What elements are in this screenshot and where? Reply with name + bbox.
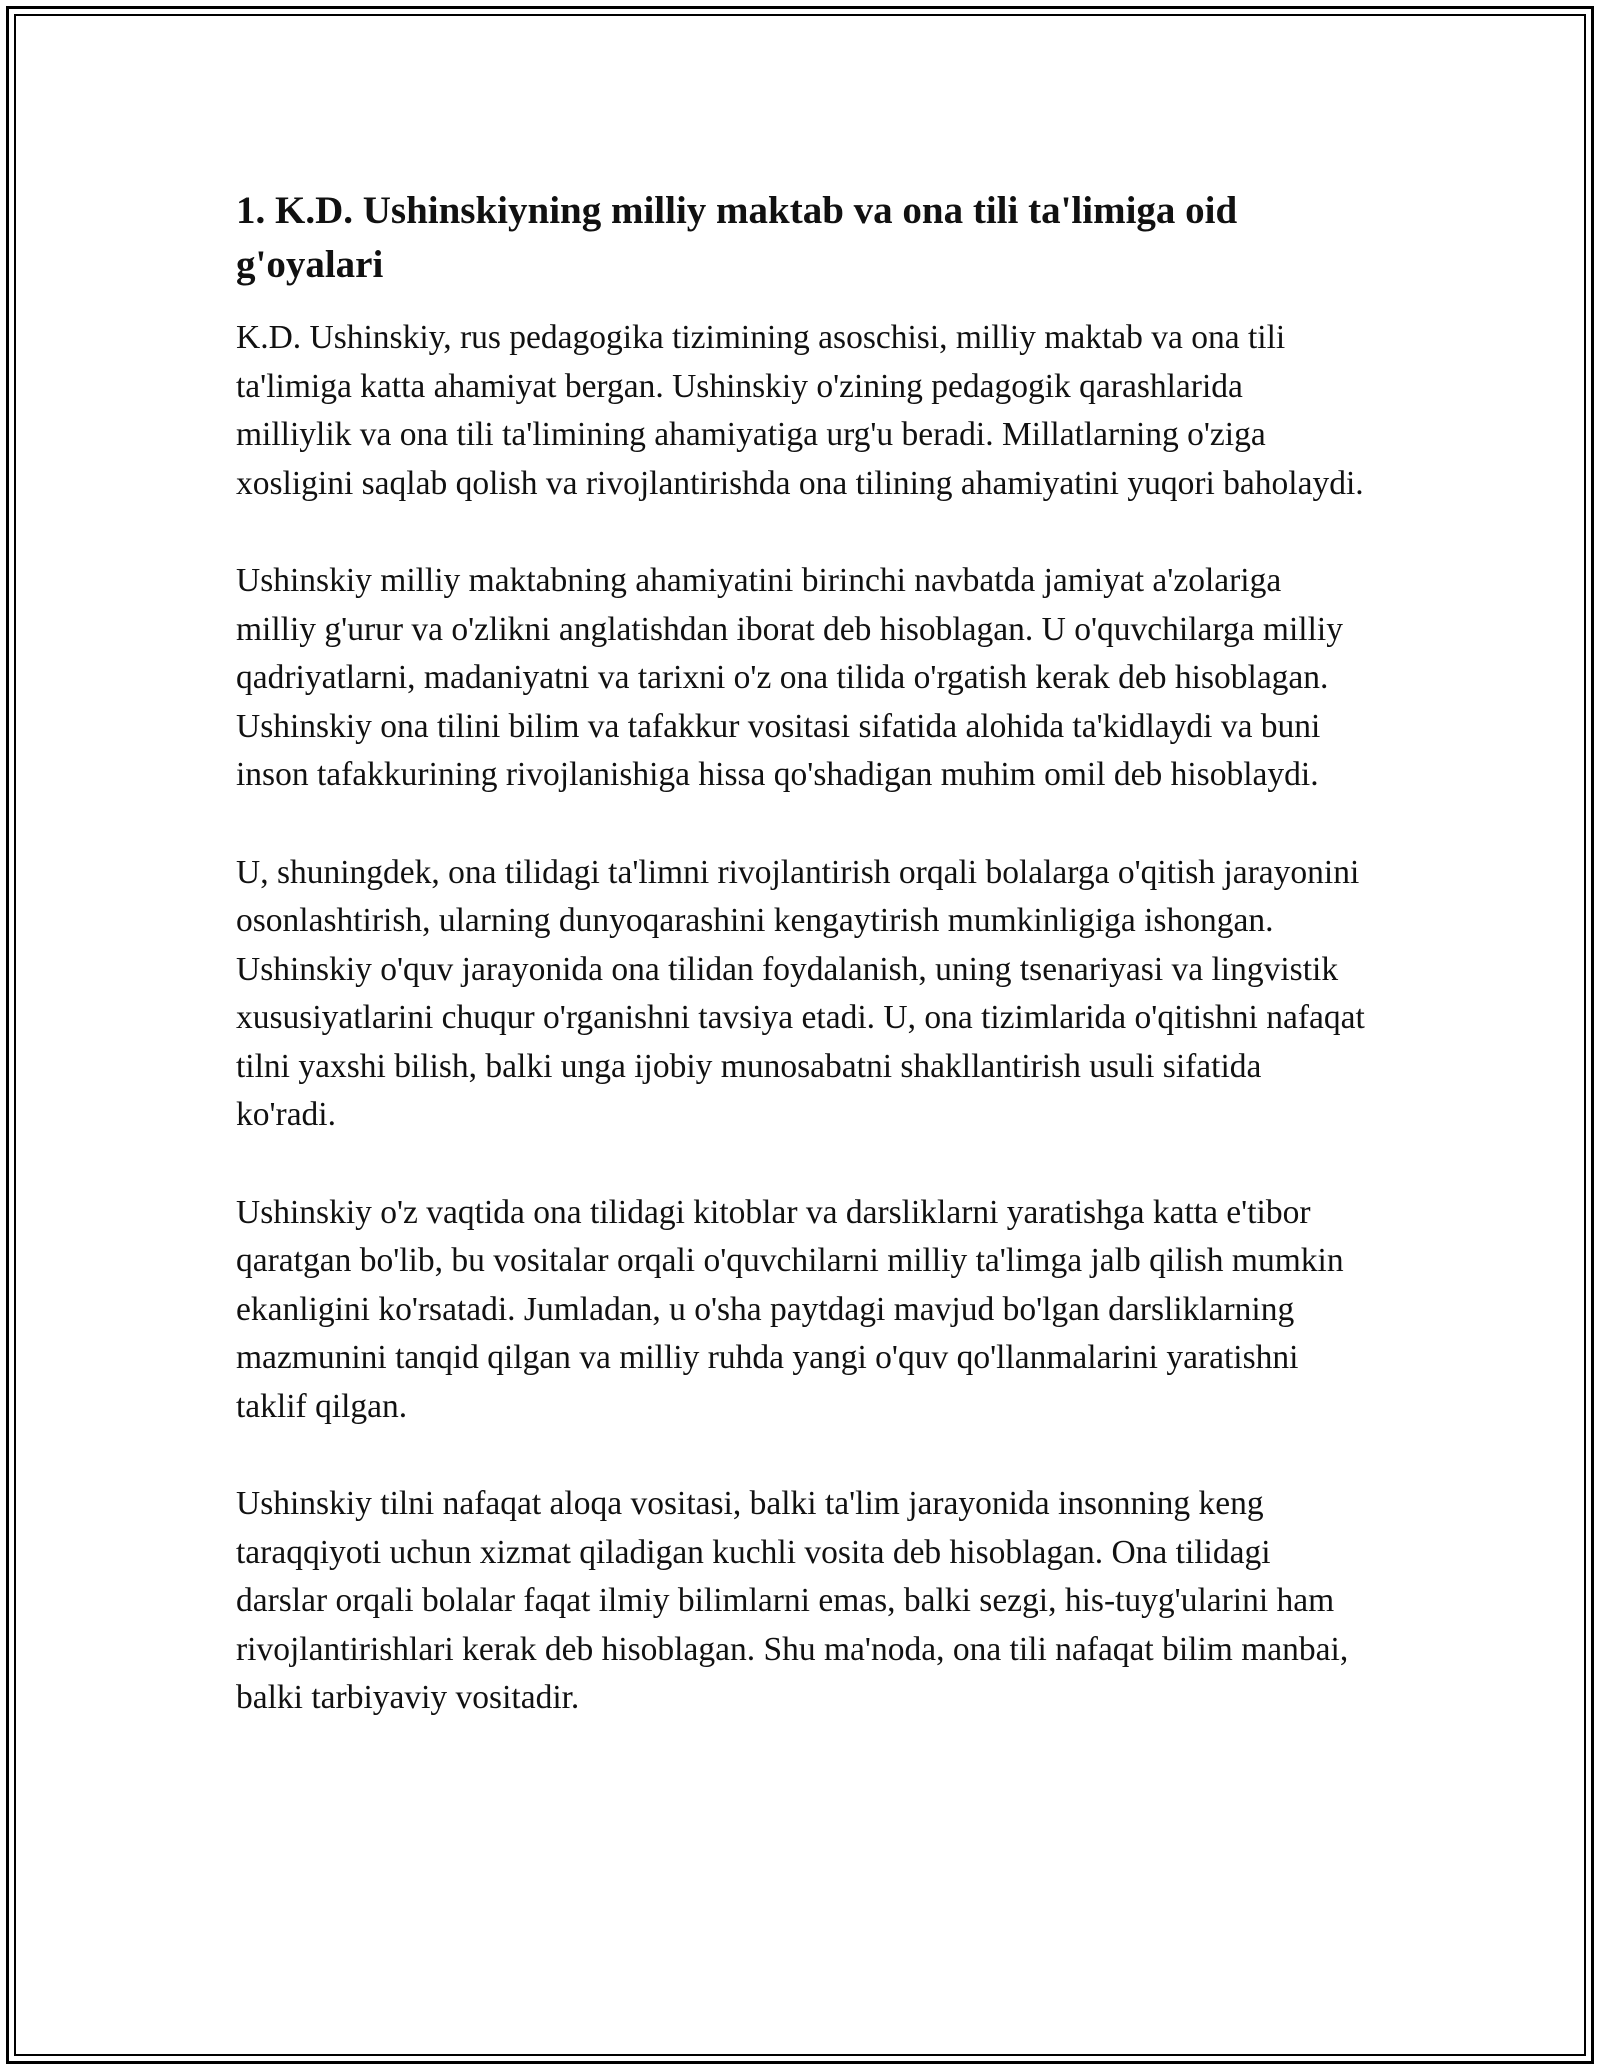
paragraph-3: U, shuningdek, ona tilidagi ta'limni rivojlantirish orqali bolalarga o'qitish jarayonini osonlashtirish, ularning dunyoqarashini kengaytirish mumkinligiga ishongan. Ushinskiy o'quv jarayonida ona tilidan foydalanish, uning tsenariyasi va lingvistik xususiyatlarini chuqur o'rganishni tavsiya etadi. U, ona tizimlarida o'qitishni nafaqat tilni yaxshi bilish, balki unga ijobiy munosabatni shakllantirish usuli sifatida ko'radi.: [236, 853, 1365, 1133]
paragraph-1: K.D. Ushinskiy, rus pedagogika tizimining asoschisi, milliy maktab va ona tili ta'limiga katta ahamiyat bergan. Ushinskiy o'zining pedagogik qarashlarida milliylik va ona tili ta'limining ahamiyatiga urg'u beradi. Millatlarning o'ziga xosligini saqlab qolish va rivojlantirishda ona tilining ahamiyatini yuqori baholaydi.: [236, 319, 1364, 502]
section-heading: 1. K.D. Ushinskiyning milliy maktab va ona tili ta'limiga oid g'oyalari: [236, 189, 1238, 286]
document-body: [236, 184, 1366, 1772]
paragraph-5: Ushinskiy tilni nafaqat aloqa vositasi, balki ta'lim jarayonida insonning keng taraqqiyoti uchun xizmat qiladigan kuchli vosita deb hisoblagan. Ona tilidagi darslar orqali bolalar faqat ilmiy bilimlarni emas, balki sezgi, his-tuyg'ularini ham rivojlantirishlari kerak deb hisoblagan. Shu ma'noda, ona tili nafaqat bilim manbai, balki tarbiyaviy vositadir.: [236, 1485, 1349, 1716]
paragraph-2: Ushinskiy milliy maktabning ahamiyatini birinchi navbatda jamiyat a'zolariga milliy g'urur va o'zlikni anglatishdan iborat deb hisoblagan. U o'quvchilarga milliy qadriyatlarni, madaniyatni va tarixni o'z ona tilida o'rgatish kerak deb hisoblagan. Ushinskiy ona tilini bilim va tafakkur vositasi sifatida alohida ta'kidlaydi va buni inson tafakkurining rivojlanishiga hissa qo'shadigan muhim omil deb hisoblaydi.: [236, 562, 1343, 793]
paragraph-4: Ushinskiy o'z vaqtida ona tilidagi kitoblar va darsliklarni yaratishga katta e'tibor qaratgan bo'lib, bu vositalar orqali o'quvchilarni milliy ta'limga jalb qilish mumkin ekanligini ko'rsatadi. Jumladan, u o'sha paytdagi mavjud bo'lgan darsliklarning mazmunini tanqid qilgan va milliy ruhda yangi o'quv qo'llanmalarini yaratishni taklif qilgan.: [236, 1193, 1344, 1425]
